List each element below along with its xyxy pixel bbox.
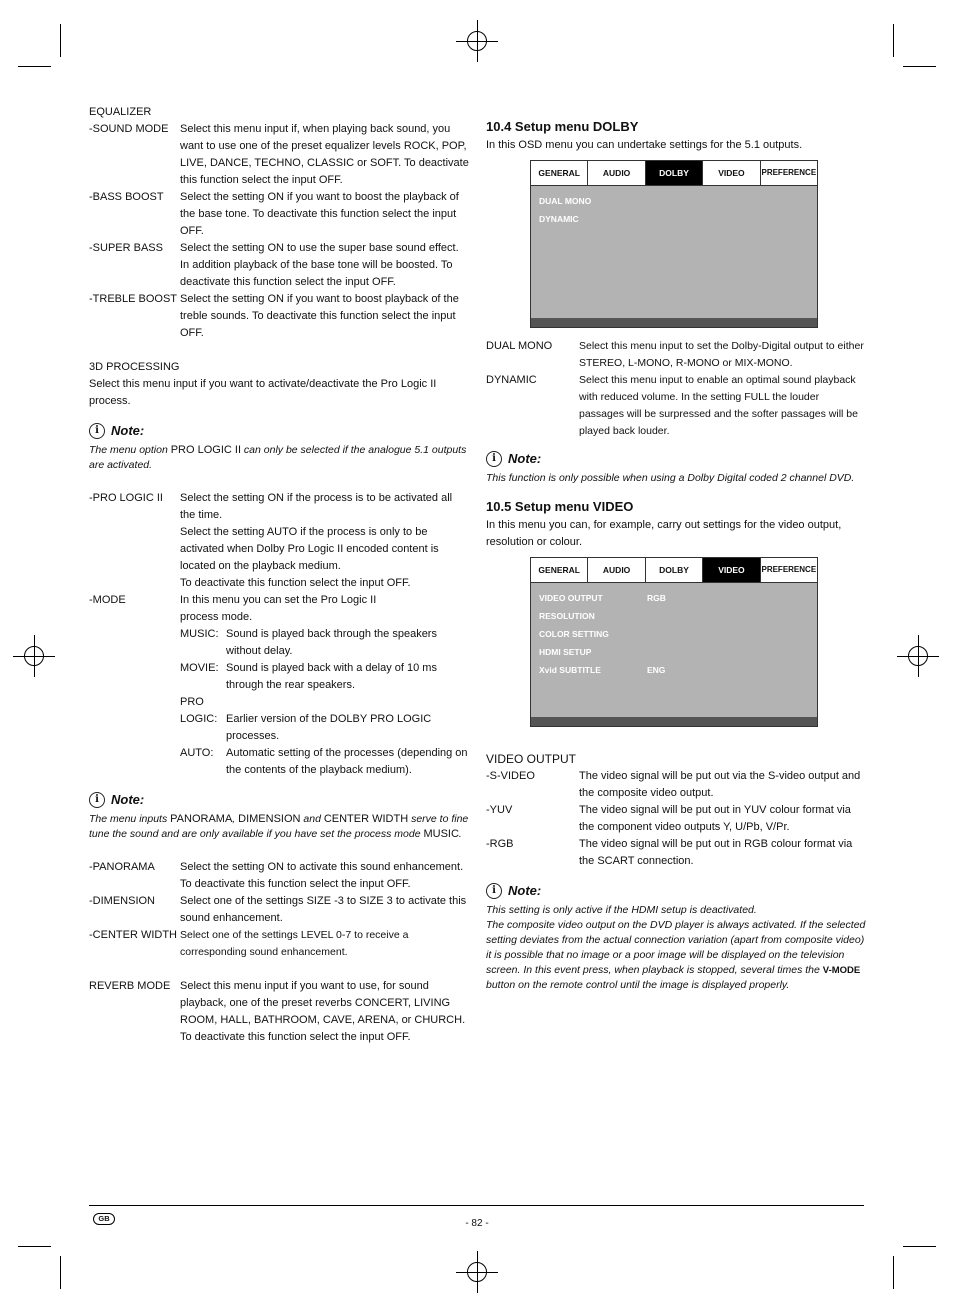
tab-preference[interactable]: PREFERENCE bbox=[761, 565, 817, 574]
note-text: This function is only possible when using a Dolby Digital coded 2 channel DVD. bbox=[486, 472, 855, 484]
info-icon: i bbox=[486, 451, 502, 467]
processing-heading: 3D PROCESSING bbox=[89, 361, 180, 373]
osd-menu-body bbox=[531, 186, 817, 318]
tab-preference[interactable]: PREFERENCE bbox=[761, 168, 817, 177]
note-text: The menu option PRO LOGIC II can only be selected if the analogue 5.1 outputs are activated. bbox=[89, 444, 467, 471]
dolby-section-title: 10.4 Setup menu DOLBY bbox=[486, 119, 639, 134]
note-text: The menu inputs PANORAMA, DIMENSION and CENTER WIDTH serve to fine tune the sound and are only available if you have set the process mode MUSIC. bbox=[89, 813, 469, 840]
equalizer-heading: EQUALIZER bbox=[89, 106, 152, 118]
crop-mark bbox=[18, 66, 51, 67]
osd-tab-bar bbox=[531, 161, 817, 186]
tab-audio[interactable]: AUDIO bbox=[588, 161, 645, 185]
tab-dolby[interactable]: DOLBY bbox=[646, 161, 703, 185]
crop-mark bbox=[60, 24, 61, 57]
osd-menu-item[interactable]: HDMI SETUP bbox=[539, 647, 592, 657]
crop-mark bbox=[893, 24, 894, 57]
info-icon: i bbox=[486, 883, 502, 899]
pro-logic-entry: -PRO LOGIC II Select the setting ON if the process is to be activated all the time. Select the setting AUTO if the process is only to be activated when Dolby Pro Logic II encoded content is located on the playback medium. To deactivate this function select the input OFF. bbox=[89, 492, 453, 589]
info-icon: i bbox=[89, 423, 105, 439]
video-output-heading: VIDEO OUTPUT bbox=[486, 752, 577, 766]
right-column bbox=[486, 118, 866, 993]
treble-boost-entry: -TREBLE BOOST Select the setting ON if you want to boost playback of the treble sounds. To deactivate this function select the input OFF. bbox=[89, 293, 459, 339]
dual-mono-entry: DUAL MONO Select this menu input to set the Dolby-Digital output to either STEREO, L-MONO, R-MONO or MIX-MONO. bbox=[486, 340, 864, 369]
registration-mark bbox=[908, 646, 928, 666]
note-heading: i Note: bbox=[89, 791, 469, 808]
note-text: This setting is only active if the HDMI setup is deactivated. The composite video output on the DVD player is always activated. If the selected setting deviates from the actual connection variation (apart from composite video) it is possible that no image or a poor image will be displayed on the television screen. In this event press, when playback is stopped, several times the V-MODE button on the remote control until the image is displayed properly. bbox=[486, 904, 866, 991]
tab-dolby[interactable]: DOLBY bbox=[646, 558, 703, 582]
processing-text: Select this menu input if you want to activate/deactivate the Pro Logic II process. bbox=[89, 378, 437, 407]
crop-mark bbox=[18, 1246, 51, 1247]
osd-menu-item[interactable]: DUAL MONO bbox=[539, 196, 592, 206]
tab-general[interactable]: GENERAL bbox=[531, 558, 588, 582]
mode-entry: -MODE In this menu you can set the Pro Logic II process mode. MUSIC: Sound is played back through the speakers without delay. MOVIE: Sound is played back with a delay of 10 ms through the rear speakers. PRO LOGIC: Earlier version of the DOLBY PRO LOGIC processes. AUTO: Automatic setting of the processes (depending on the contents of the playback medium). bbox=[89, 594, 468, 776]
crop-mark bbox=[60, 1256, 61, 1289]
osd-menu-item[interactable]: Xvid SUBTITLE ENG bbox=[539, 665, 666, 675]
dimension-entry: -DIMENSION Select one of the settings SIZE -3 to SIZE 3 to activate this sound enhancement. bbox=[89, 895, 467, 924]
osd-menu-item[interactable]: VIDEO OUTPUT RGB bbox=[539, 593, 666, 603]
video-section-title: 10.5 Setup menu VIDEO bbox=[486, 499, 634, 514]
note-heading: i Note: bbox=[486, 882, 866, 899]
registration-mark bbox=[24, 646, 44, 666]
center-width-entry: -CENTER WIDTH Select one of the settings LEVEL 0-7 to receive a corresponding sound enhancement. bbox=[89, 929, 409, 958]
crop-mark bbox=[903, 66, 936, 67]
note-heading: i Note: bbox=[89, 422, 469, 439]
page-number: - 82 - bbox=[465, 1218, 489, 1229]
language-badge: GB bbox=[93, 1213, 115, 1225]
osd-tab-bar bbox=[531, 558, 817, 583]
footer-rule bbox=[89, 1205, 864, 1206]
dynamic-entry: DYNAMIC Select this menu input to enable an optimal sound playback with reduced volume. In the setting FULL the louder passages will be surpressed and the softer passages will be played back louder. bbox=[486, 374, 858, 437]
tab-general[interactable]: GENERAL bbox=[531, 161, 588, 185]
sound-mode-entry: -SOUND MODE Select this menu input if, when playing back sound, you want to use one of the preset equalizer levels ROCK, POP, LIVE, DANCE, TECHNO, CLASSIC or SOFT. To deactivate this function select the input OFF. bbox=[89, 123, 469, 186]
osd-menu-item[interactable]: COLOR SETTING bbox=[539, 629, 609, 639]
dolby-intro: In this OSD menu you can undertake settings for the 5.1 outputs. bbox=[486, 139, 803, 151]
osd-dolby-menu bbox=[530, 160, 818, 328]
bass-boost-entry: -BASS BOOST Select the setting ON if you want to boost the playback of the base tone. To deactivate this function select the input OFF. bbox=[89, 191, 459, 237]
registration-mark bbox=[467, 1262, 487, 1282]
osd-footer-bar bbox=[531, 717, 817, 726]
crop-mark bbox=[903, 1246, 936, 1247]
tab-video[interactable]: VIDEO bbox=[703, 161, 760, 185]
osd-menu-body bbox=[531, 583, 817, 717]
info-icon: i bbox=[89, 792, 105, 808]
rgb-entry: -RGB The video signal will be put out in RGB colour format via the SCART connection. bbox=[486, 838, 853, 867]
osd-menu-item[interactable]: DYNAMIC bbox=[539, 214, 579, 224]
video-intro: In this menu you can, for example, carry out settings for the video output, resolution or colour. bbox=[486, 519, 842, 548]
tab-audio[interactable]: AUDIO bbox=[588, 558, 645, 582]
osd-menu-item[interactable]: RESOLUTION bbox=[539, 611, 595, 621]
reverb-mode-entry: REVERB MODE Select this menu input if you want to use, for sound playback, one of the preset reverbs CONCERT, LIVING ROOM, HALL, BATHROOM, CAVE, ARENA, or CHURCH. To deactivate this function select the input OFF. bbox=[89, 980, 466, 1043]
osd-video-menu bbox=[530, 557, 818, 727]
osd-footer-bar bbox=[531, 318, 817, 327]
tab-video[interactable]: VIDEO bbox=[703, 558, 760, 582]
yuv-entry: -YUV The video signal will be put out in YUV colour format via the component video outputs Y, U/Pb, V/Pr. bbox=[486, 804, 851, 833]
note-heading: i Note: bbox=[486, 450, 866, 467]
left-column bbox=[89, 104, 469, 1046]
crop-mark bbox=[893, 1256, 894, 1289]
super-bass-entry: -SUPER BASS Select the setting ON to use the super base sound effect. In addition playback of the base tone will be boosted. To deactivate this function select the input OFF. bbox=[89, 242, 459, 288]
registration-mark bbox=[467, 31, 487, 51]
svideo-entry: -S-VIDEO The video signal will be put out via the S-video output and the composite video output. bbox=[486, 770, 861, 799]
panorama-entry: -PANORAMA Select the setting ON to activate this sound enhancement. To deactivate this function select the input OFF. bbox=[89, 861, 464, 890]
